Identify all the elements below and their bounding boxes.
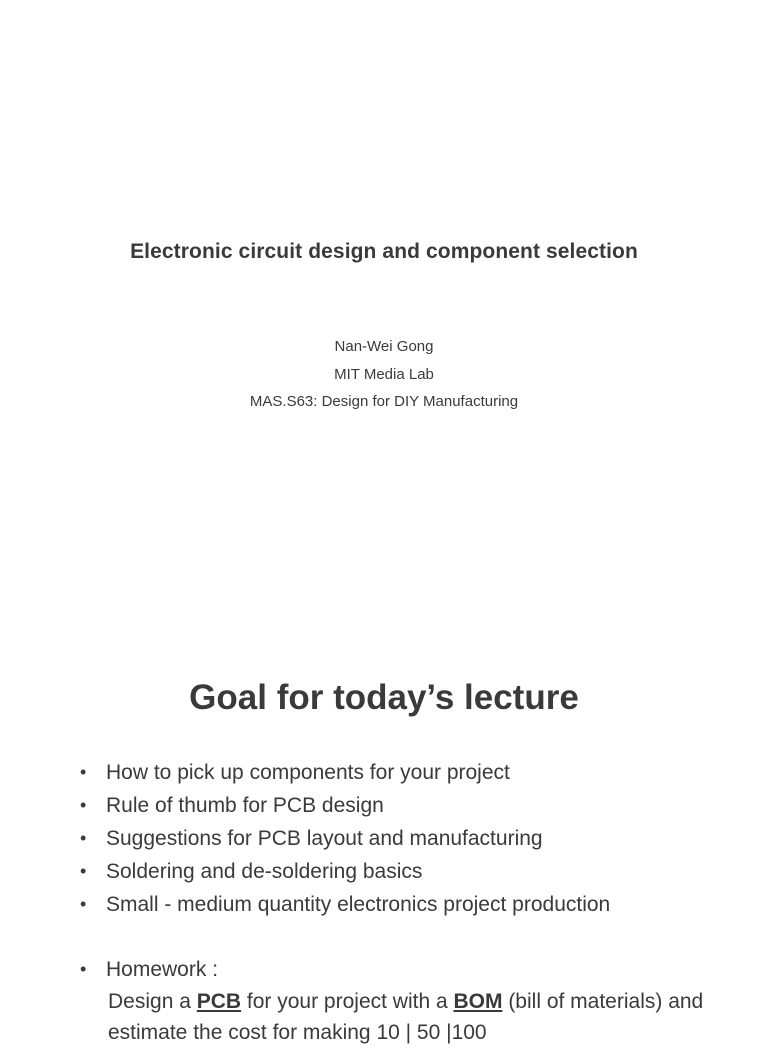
pcb-term: PCB bbox=[196, 990, 242, 1013]
bullet-icon: • bbox=[80, 861, 87, 881]
affiliation: MIT Media Lab bbox=[334, 366, 434, 383]
bullet-icon: • bbox=[80, 828, 87, 848]
homework-item bbox=[78, 953, 218, 986]
list-item: • Small - medium quantity electronics project production bbox=[78, 888, 610, 921]
homework-label: Homework : bbox=[106, 958, 219, 981]
bom-term: BOM bbox=[453, 990, 503, 1013]
list-item: • Soldering and de-soldering basics bbox=[78, 855, 610, 888]
list-item: • How to pick up components for your project bbox=[78, 756, 610, 789]
list-item: • Rule of thumb for PCB design bbox=[78, 789, 610, 822]
bullet-icon: • bbox=[80, 795, 87, 815]
author-name: Nan-Wei Gong bbox=[334, 338, 434, 355]
course-name: MAS.S63: Design for DIY Manufacturing bbox=[249, 393, 519, 410]
goals-list bbox=[78, 756, 610, 921]
homework-description: Design a PCB for your project with a BOM (bill of materials) and estimate the cost for making 10 | 50 |100 bbox=[108, 990, 704, 1044]
bullet-icon: • bbox=[80, 894, 87, 914]
slide-title: Goal for today’s lecture bbox=[189, 678, 579, 717]
bullet-icon: • bbox=[80, 762, 87, 782]
presentation-title: Electronic circuit design and component selection bbox=[130, 240, 638, 263]
list-item: • Suggestions for PCB layout and manufacturing bbox=[78, 822, 610, 855]
bullet-icon: • bbox=[80, 959, 87, 979]
